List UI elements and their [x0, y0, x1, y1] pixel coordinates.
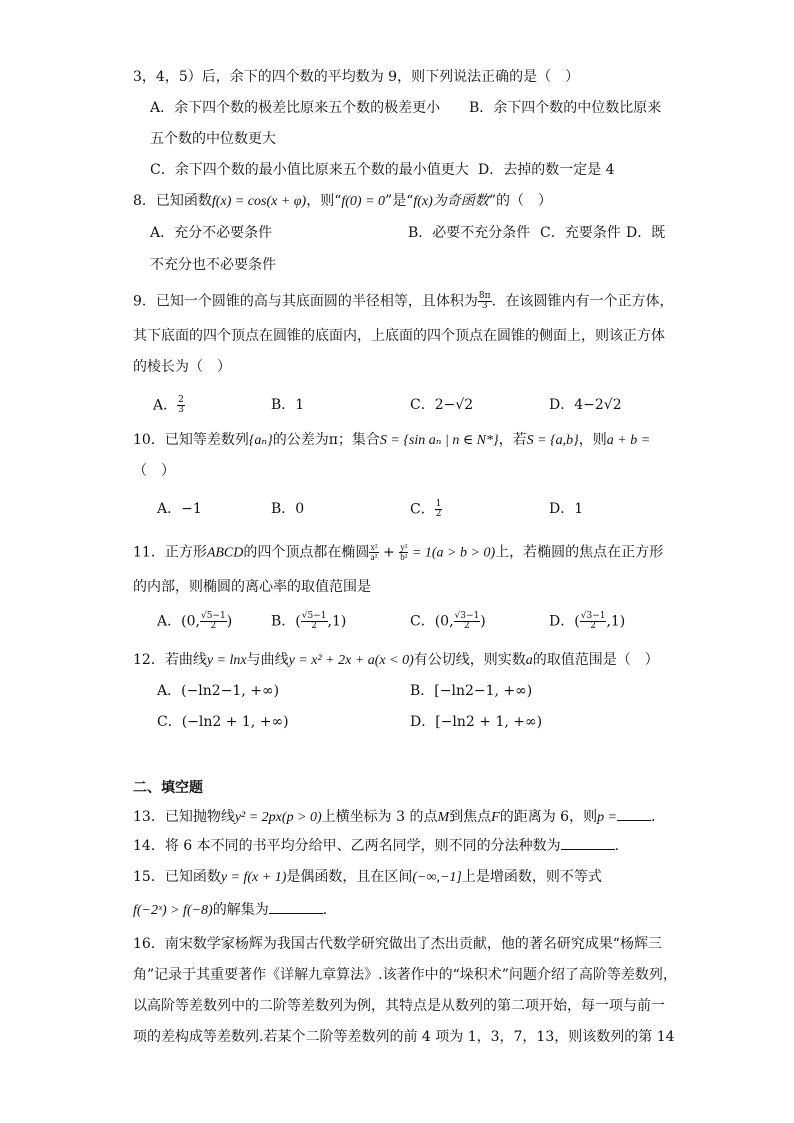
q12-variable: a [525, 653, 533, 668]
q14-answer-blank[interactable] [561, 837, 615, 850]
q10-text: ，若 [498, 432, 527, 448]
q8-option-c: C．充要条件 [540, 225, 621, 241]
q10-text: ，则 [578, 432, 607, 448]
q11-option-d [549, 612, 625, 631]
q8-option-d: D．既 [626, 225, 666, 241]
option-label: A． [157, 613, 182, 630]
fraction-numerator: √3−1 [580, 611, 606, 621]
fraction-denominator: 2 [311, 621, 317, 631]
q14-text: 14．将 6 本不同的书平均分给甲、乙两名同学，则不同的分法种数为 [133, 838, 561, 854]
q8-text: 8．已知函数 [133, 193, 212, 209]
q10-ask: a + b = [606, 433, 651, 448]
q10-c-fraction [435, 500, 443, 519]
q15-stem [133, 868, 602, 887]
q15-text: 上是增函数，则不等式 [461, 869, 602, 885]
interval-close: ,1) [606, 613, 626, 630]
q13-point-m: M [437, 810, 450, 825]
q16-line1: 16．南宋数学家杨辉为我国古代数学研究做出了杰出贡献，他的著名研究成果“杨辉三 [133, 936, 662, 952]
q8-function: f(x) = cos(x + φ) [211, 194, 307, 209]
q10-option-b: B．0 [271, 501, 305, 517]
interval-close: ) [480, 613, 486, 630]
q8-text: ”的（ ） [488, 193, 552, 209]
q15-interval: (−∞,−1] [412, 870, 462, 885]
q11-d-fraction [580, 612, 607, 631]
q7-stem: 3，4，5）后，余下的四个数的平均数为 9，则下列说法正确的是（ ） [133, 69, 580, 85]
q13-text: 13．已知抛物线 [133, 809, 235, 825]
fraction-numerator: √5−1 [301, 611, 327, 621]
option-label: A． [153, 397, 178, 414]
q11-text: 上，若椭圆的焦点在正方形 [495, 544, 664, 561]
fraction-numerator: √5−1 [200, 611, 226, 621]
fraction-denominator: 2 [435, 509, 442, 519]
interval-open: ( [295, 613, 301, 630]
q10-text: 的公差为π；集合 [272, 432, 380, 448]
section-title-fill-in: 二、填空题 [133, 780, 203, 796]
fraction-numerator: 2 [178, 395, 184, 405]
q9-stem-line1 [133, 292, 674, 311]
q13-parabola: y² = 2px(p > 0) [234, 810, 322, 825]
q16-line2: 角”记录于其重要著作《详解九章算法》.该著作中的“垛积术”问题介绍了高阶等差数列， [133, 967, 677, 983]
q15-text: 的解集为 [212, 902, 269, 918]
q13-text: . [651, 809, 656, 825]
interval-open: ( [574, 613, 580, 630]
option-label: C． [410, 501, 435, 518]
q9-stem-line2: 其下底面的四个顶点在圆锥的底面内，上底面的四个顶点在圆锥的侧面上，则该正方体 [133, 328, 665, 344]
q7-option-a: A．余下四个数的极差比原来五个数的极差更小 [150, 100, 441, 116]
q11-option-b [271, 612, 346, 631]
q7-option-b-cont: 五个数的中位数更大 [150, 131, 276, 147]
q9-option-c: C．2−√2 [410, 397, 474, 413]
q11-option-c [410, 612, 486, 631]
q13-point-f: F [491, 810, 500, 825]
q14-text: . [614, 838, 620, 854]
option-label: C． [410, 613, 435, 630]
q10-stem [133, 431, 650, 450]
option-label: D． [549, 613, 575, 630]
fraction-numerator: √3−1 [454, 611, 480, 621]
q16-line3: 以高阶等差数列中的二阶等差数列为例，其特点是从数列的第二项开始，每一项与前一 [133, 998, 665, 1014]
q9-volume-fraction [478, 292, 492, 311]
q12-stem [133, 651, 659, 670]
q11-b-fraction [301, 612, 328, 631]
q8-text: ，则“ [306, 193, 342, 209]
q8-option-a: A．充分不必要条件 [150, 225, 273, 241]
q11-stem-line2: 的内部，则椭圆的离心率的取值范围是 [133, 579, 371, 595]
fraction-denominator: 2 [590, 621, 596, 631]
q15-text: 是偶函数，且在区间 [286, 869, 413, 885]
q13-text: 上横坐标为 3 的点 [321, 809, 438, 825]
q13-ask: p = [597, 810, 618, 825]
fraction-denominator: b² [400, 552, 408, 562]
fraction-denominator: 3 [481, 301, 488, 311]
q10-option-d: D．1 [549, 501, 584, 517]
q11-c-fraction [454, 612, 481, 631]
q12-option-a: A．(−ln2−1, +∞) [157, 683, 280, 699]
q16-line4: 项的差构成等差数列.若某个二阶等差数列的前 4 项为 1，3，7，13，则该数列的第 14 [133, 1029, 675, 1045]
q11-stem: 11．正方形ABCD的四个顶点都在椭圆 $\frac{\text{x²}}{\text{a²}}$ + $\frac{\text{y²}}{\text{b²}}$ = 1(a > b > 0)上，若椭圆的焦点在正方形 [133, 542, 664, 562]
q9-text: 9．已知一个圆锥的高与其底面圆的半径相等，且体积为 [133, 293, 478, 310]
q12-text: 12．若曲线 [133, 652, 207, 668]
q13-text: 到焦点 [449, 809, 492, 825]
interval-open: (0, [434, 613, 454, 630]
q8-result: f(x)为奇函数 [413, 194, 489, 209]
q9-option-a [153, 396, 185, 415]
q15-function: y = f(x + 1) [220, 870, 287, 885]
interval-close: ,1) [327, 613, 347, 630]
q8-text: ”是“ [385, 193, 414, 209]
q11-option-a [157, 612, 232, 631]
q7-option-d: D．去掉的数一定是 4 [478, 162, 615, 178]
q10-answer-paren: （ ） [133, 463, 175, 479]
q10-option-c [410, 500, 442, 519]
fraction-denominator: a² [370, 552, 378, 562]
q7-option-c: C．余下四个数的最小值比原来五个数的最小值更大 [150, 162, 469, 178]
interval-close: ) [226, 613, 233, 630]
q8-option-d-cont: 不充分也不必要条件 [150, 257, 276, 273]
fraction-denominator: 2 [464, 621, 470, 631]
fraction-denominator: 3 [178, 405, 184, 415]
q14-stem [133, 837, 619, 855]
q11-equation: = 1(a > b > 0) [408, 545, 496, 561]
fraction-numerator: y² [400, 542, 408, 552]
q11-square: ABCD [206, 545, 244, 561]
q12-option-c: C．(−ln2 + 1, +∞) [157, 714, 289, 730]
q13-answer-blank[interactable] [617, 808, 651, 821]
q10-option-a: A．−1 [157, 501, 202, 517]
q11-text: 的四个顶点都在椭圆 [243, 544, 370, 561]
q8-stem [133, 192, 552, 211]
q15-stem-line2 [133, 901, 327, 920]
q12-text: 的取值范围是（ ） [532, 652, 659, 668]
q12-text: 与曲线 [246, 652, 289, 668]
q15-inequality: f(−2ˣ) > f(−8) [133, 903, 213, 918]
q15-answer-blank[interactable] [269, 901, 323, 914]
q11-x-fraction [369, 543, 378, 562]
q9-text: ．在该圆锥内有一个正方体， [491, 293, 674, 310]
q10-text: 10．已知等差数列 [133, 432, 249, 448]
q10-set: S = {sin aₙ | n ∈ N*} [379, 433, 499, 448]
q12-option-d: D．[−ln2 + 1, +∞) [410, 714, 543, 730]
q15-text: 15．已知函数 [133, 869, 221, 885]
q12-text: 有公切线，则实数 [413, 652, 526, 668]
q9-option-b: B．1 [271, 397, 305, 413]
q9-a-fraction [177, 396, 185, 415]
q13-text: 的距离为 6，则 [499, 809, 598, 825]
option-label: B． [271, 613, 296, 630]
q9-stem-line3: 的棱长为（ ） [133, 359, 231, 375]
q12-option-b: B．[−ln2−1, +∞) [410, 683, 533, 699]
q11-text: 11．正方形 [133, 544, 207, 561]
fraction-numerator: 8π [478, 291, 491, 301]
q9-option-d: D．4−2√2 [549, 397, 622, 413]
q11-a-fraction [200, 612, 227, 631]
q8-option-b: B．必要不充分条件 [408, 225, 531, 241]
q10-sequence: {aₙ} [248, 433, 273, 448]
fraction-denominator: 2 [210, 621, 217, 631]
q8-condition: f(0) = 0 [341, 194, 386, 209]
q10-condition: S = {a,b} [526, 433, 579, 448]
q7-option-b: B．余下四个数的中位数比原来 [469, 100, 662, 116]
interval-open: (0, [181, 613, 200, 630]
q13-stem [133, 808, 655, 827]
fraction-numerator: x² [370, 542, 378, 552]
fraction-numerator: 1 [435, 499, 442, 509]
q12-curve2: y = x² + 2x + a(x < 0) [288, 653, 414, 668]
q15-text: . [322, 902, 328, 918]
q12-curve1: y = lnx [206, 653, 247, 668]
